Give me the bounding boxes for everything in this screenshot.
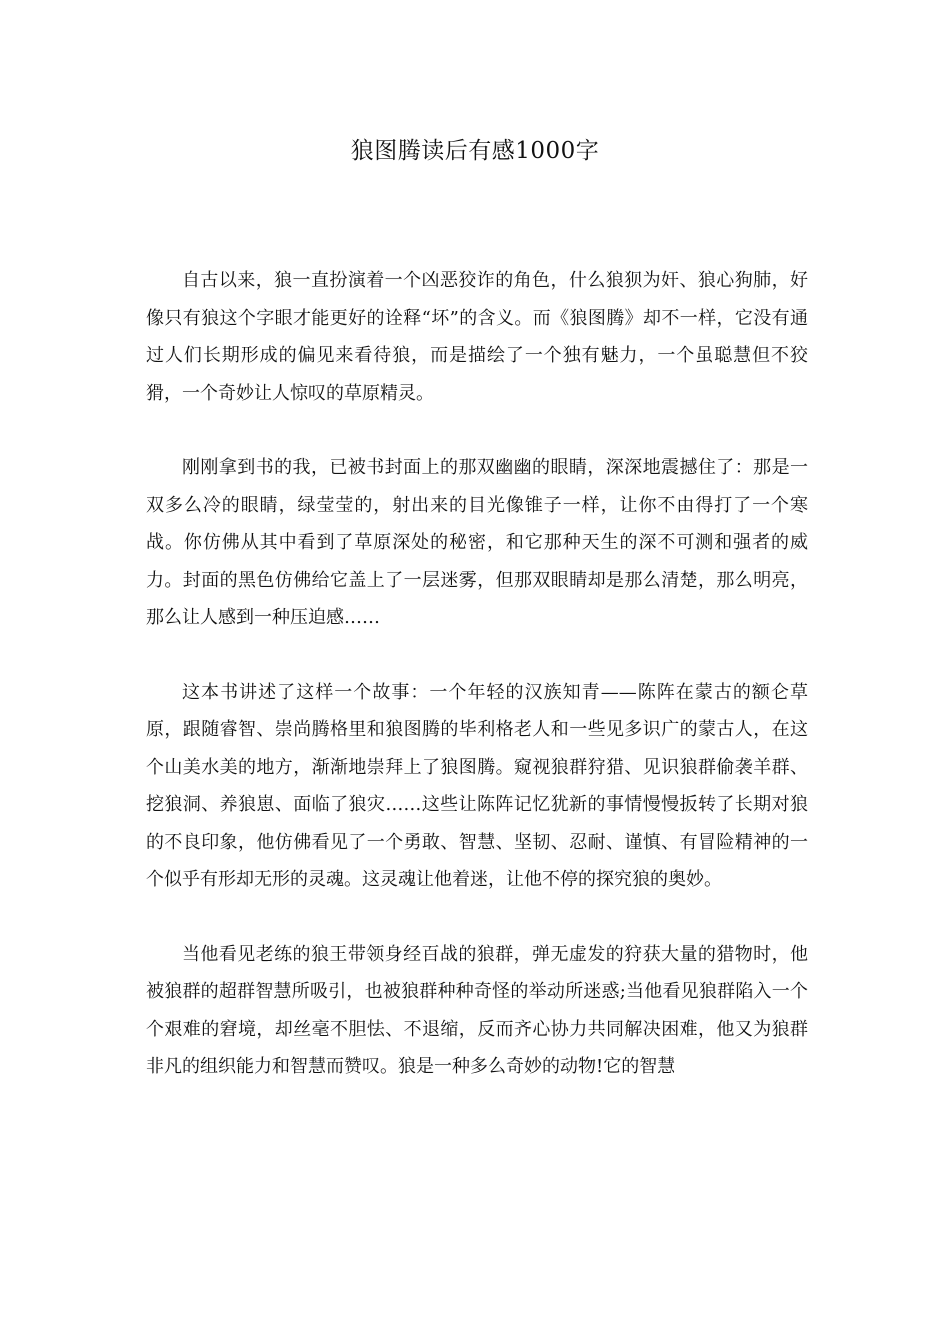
document-body — [146, 262, 808, 1123]
paragraph-2: 刚刚拿到书的我，已被书封面上的那双幽幽的眼睛，深深地震撼住了：那是一双多么冷的眼睛，绿莹莹的，射出来的目光像锥子一样，让你不由得打了一个寒战。你仿佛从其中看到了草原深处的秘密，和它那种天生的深不可测和强者的威力。封面的黑色仿佛给它盖上了一层迷雾，但那双眼睛却是那么清楚，那么明亮，那么让人感到一种压迫感…… — [146, 457, 808, 628]
paragraph-4: 当他看见老练的狼王带领身经百战的狼群，弹无虚发的狩获大量的猎物时，他被狼群的超群智慧所吸引，也被狼群种种奇怪的举动所迷惑;当他看见狼群陷入一个个艰难的窘境，却丝毫不胆怯、不退缩，反而齐心协力共同解决困难，他又为狼群非凡的组织能力和智慧而赞叹。狼是一种多么奇妙的动物!它的智慧 — [146, 943, 808, 1077]
paragraph-3: 这本书讲述了这样一个故事：一个年轻的汉族知青——陈阵在蒙古的额仑草原，跟随睿智、崇尚腾格里和狼图腾的毕利格老人和一些见多识广的蒙古人，在这个山美水美的地方，渐渐地崇拜上了狼图腾。窥视狼群狩猎、见识狼群偷袭羊群、挖狼洞、养狼崽、面临了狼灾……这些让陈阵记忆犹新的事情慢慢扳转了长期对狼的不良印象，他仿佛看见了一个勇敢、智慧、坚韧、忍耐、谨慎、有冒险精神的一个似乎有形却无形的灵魂。这灵魂让他着迷，让他不停的探究狼的奥妙。 — [146, 681, 808, 890]
document-title: 狼图腾读后有感1000字 — [350, 138, 600, 164]
paragraph-1: 自古以来，狼一直扮演着一个凶恶狡诈的角色，什么狼狈为奸、狼心狗肺，好像只有狼这个字眼才能更好的诠释“坏”的含义。而《狼图腾》却不一样，它没有通过人们长期形成的偏见来看待狼，而是描绘了一个独有魅力，一个虽聪慧但不狡猾，一个奇妙让人惊叹的草原精灵。 — [146, 270, 808, 404]
